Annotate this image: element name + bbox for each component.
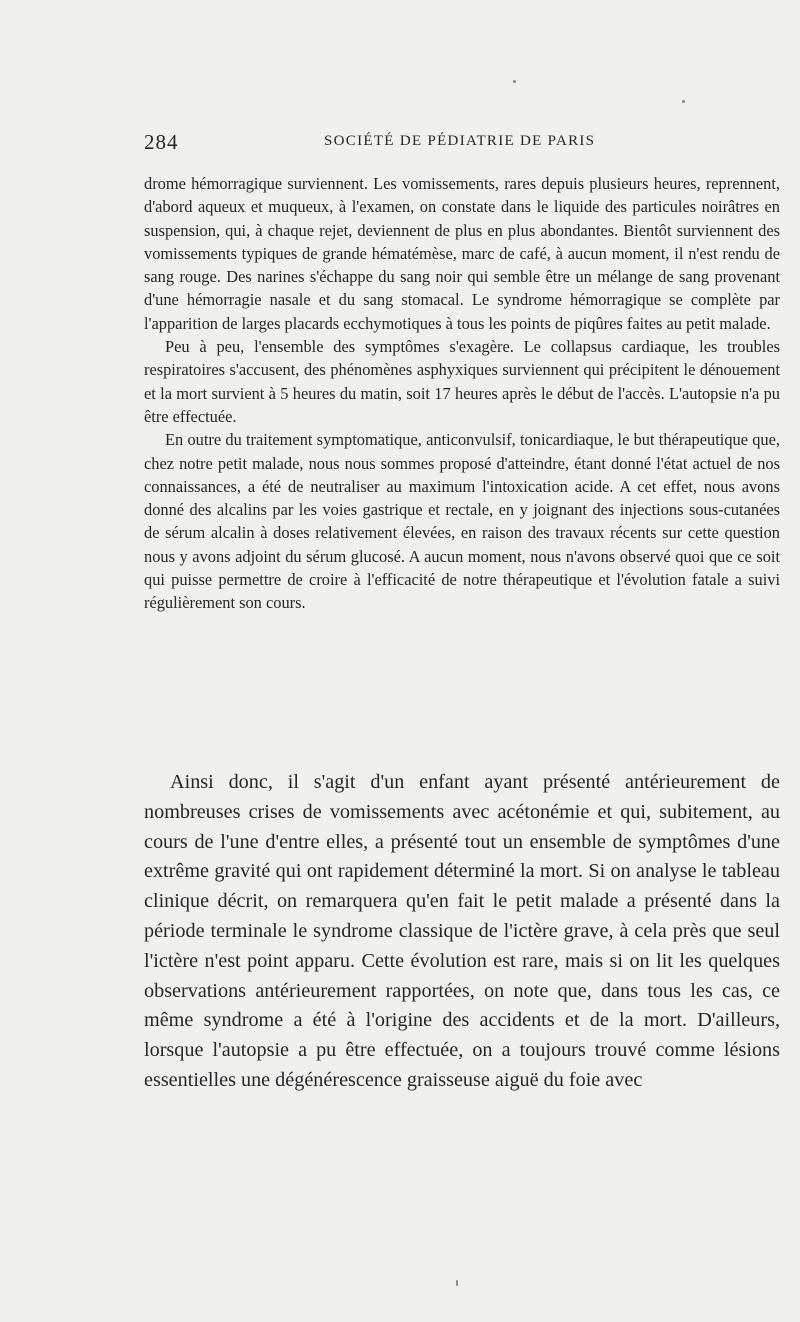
paragraph: Ainsi donc, il s'agit d'un enfant ayant présenté antérieurement de nombreuses crises de vomissements avec acétonémie et qui, subitement, au cours de l'une d'entre elles, a présenté tout un ensemble de symptômes d'une extrême gravité qui ont rapidement déterminé la mort. Si on analyse le tableau clinique décrit, on remarquera qu'en fait le petit malade a présenté dans la période terminale le syndrome classique de l'ictère grave, à cela près que seul l'ictère n'est point apparu. Cette évolution est rare, mais si on lit les quelques observations antérieurement rapportées, on note que, dans tous les cas, ce même syndrome a été à l'origine des accidents et de la mort. D'ailleurs, lorsque l'autopsie a pu être effectuée, on a toujours trouvé comme lésions essentielles une dégénérescence graisseuse aiguë du foie avec [144,771,780,1091]
case-report-text [144,172,780,615]
discussion-text [144,768,780,1096]
paragraph: drome hémorragique surviennent. Les vomissements, rares depuis plusieurs heures, reprennent, d'abord aqueux et muqueux, à l'examen, on constate dans le liquide des particules noirâtres en suspension, qui, à chaque rejet, deviennent de plus en plus abondantes. Bientôt surviennent des vomissements typiques de grande hématémèse, marc de café, à aucun moment, il n'est rendu de sang rouge. Des narines s'échappe du sang noir qui semble être un mélange de sang provenant d'une hémorragie nasale et du sang stomacal. Le syndrome hémorragique se complète par l'apparition de larges placards ecchymotiques à tous les points de piqûres faites au petit malade. [144,174,780,333]
running-head: SOCIÉTÉ DE PÉDIATRIE DE PARIS [324,133,596,149]
paragraph: En outre du traitement symptomatique, anticonvulsif, tonicardiaque, le but thérapeutique que, chez notre petit malade, nous nous sommes proposé d'atteindre, étant donné l'état actuel de nos connaissances, a été de neutraliser au maximum l'intoxication acide. A cet effet, nous avons donné des alcalins par les voies gastrique et rectale, en y joignant des injections sous-cutanées de sérum alcalin à doses relativement élevées, en raison des travaux récents sur cette question nous y avons adjoint du sérum glucosé. A aucun moment, nous n'avons observé quoi que ce soit qui puisse permettre de croire à l'efficacité de notre thérapeutique et l'évolution fatale a suivi régulièrement son cours. [144,430,780,613]
page-number: 284 [144,130,179,154]
page-header [144,130,780,160]
paper-speck [456,1280,458,1286]
paper-speck [513,80,516,83]
paper-speck [682,100,685,103]
paragraph: Peu à peu, l'ensemble des symptômes s'exagère. Le collapsus cardiaque, les troubles respiratoires s'accusent, des phénomènes asphyxiques surviennent qui précipitent le dénouement et la mort survient à 5 heures du matin, soit 17 heures après le début de l'accès. L'autopsie n'a pu être effectuée. [144,337,780,426]
